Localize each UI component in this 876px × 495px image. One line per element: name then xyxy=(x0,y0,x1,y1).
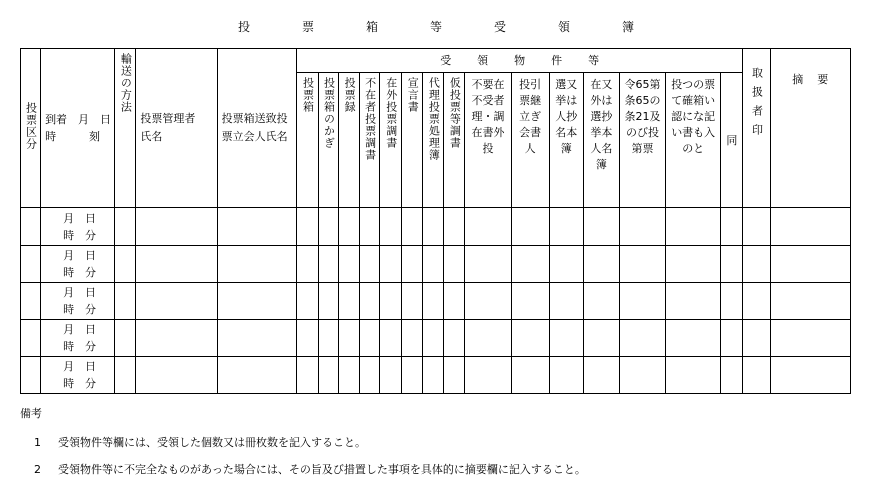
note-number: 2 xyxy=(34,463,41,476)
entry-cell[interactable] xyxy=(339,356,360,393)
arrival-datetime-cell[interactable] xyxy=(41,245,115,282)
entry-cell[interactable] xyxy=(511,208,549,245)
entry-cell[interactable] xyxy=(583,282,619,319)
entry-cell[interactable] xyxy=(423,208,444,245)
entry-cell[interactable] xyxy=(318,319,338,356)
entry-cell[interactable] xyxy=(21,208,41,245)
note-text: 受領物件等に不完全なものがあった場合には、その旨及び措置した事項を具体的に摘要欄に記入すること。 xyxy=(58,463,586,476)
entry-cell[interactable] xyxy=(339,319,360,356)
entry-cell[interactable] xyxy=(666,319,721,356)
register-body xyxy=(21,208,851,394)
entry-cell[interactable] xyxy=(380,245,402,282)
entry-cell[interactable] xyxy=(465,282,511,319)
entry-cell[interactable] xyxy=(465,319,511,356)
header-ballot-area: 投票区分 xyxy=(21,49,41,208)
entry-cell[interactable] xyxy=(360,245,380,282)
entry-cell[interactable] xyxy=(296,356,318,393)
arrival-datetime-cell[interactable] xyxy=(41,319,115,356)
entry-cell[interactable] xyxy=(136,319,217,356)
header-item-absentee-report: 不在者投票調書 xyxy=(360,73,380,208)
time-line: 時 分 xyxy=(63,265,97,279)
note-item xyxy=(34,461,860,477)
entry-cell[interactable] xyxy=(360,319,380,356)
entry-cell[interactable] xyxy=(296,319,318,356)
entry-cell[interactable] xyxy=(721,319,743,356)
entry-cell[interactable] xyxy=(136,245,217,282)
entry-cell[interactable] xyxy=(444,245,465,282)
table-row xyxy=(21,356,851,393)
entry-cell[interactable] xyxy=(721,245,743,282)
entry-cell[interactable] xyxy=(511,282,549,319)
header-remarks: 摘要 xyxy=(770,49,850,208)
entry-cell[interactable] xyxy=(296,208,318,245)
entry-cell[interactable] xyxy=(136,208,217,245)
entry-cell[interactable] xyxy=(217,208,296,245)
entry-cell[interactable] xyxy=(721,356,743,393)
entry-cell[interactable] xyxy=(402,282,423,319)
entry-cell[interactable] xyxy=(318,282,338,319)
entry-cell[interactable] xyxy=(444,282,465,319)
arrival-datetime-cell[interactable] xyxy=(41,208,115,245)
header-item-ballot-box: 投票箱 xyxy=(296,73,318,208)
entry-cell[interactable] xyxy=(465,208,511,245)
entry-cell[interactable] xyxy=(339,282,360,319)
header-item-unneeded-absentee: 不要在不受者理・調在書外投 xyxy=(465,73,511,208)
entry-cell[interactable] xyxy=(511,356,549,393)
entry-cell[interactable] xyxy=(318,208,338,245)
entry-cell[interactable] xyxy=(583,245,619,282)
notes-section xyxy=(20,405,860,488)
entry-cell[interactable] xyxy=(339,245,360,282)
date-line: 月 日 xyxy=(63,322,97,336)
entry-cell[interactable] xyxy=(770,245,850,282)
header-item-same: 同 xyxy=(721,73,743,208)
entry-cell[interactable] xyxy=(217,319,296,356)
entry-cell[interactable] xyxy=(743,319,770,356)
note-item xyxy=(34,434,860,450)
entry-cell[interactable] xyxy=(423,245,444,282)
header-handler-seal: 取扱者印 xyxy=(743,49,770,208)
entry-cell[interactable] xyxy=(511,245,549,282)
header-item-overseas-report: 在外投票調書 xyxy=(380,73,402,208)
entry-cell[interactable] xyxy=(619,282,665,319)
entry-cell[interactable] xyxy=(743,356,770,393)
header-transport: 輸送の方法 xyxy=(115,49,136,208)
entry-cell[interactable] xyxy=(721,282,743,319)
entry-cell[interactable] xyxy=(423,319,444,356)
receipt-register-table xyxy=(20,48,851,394)
entry-cell[interactable] xyxy=(318,245,338,282)
entry-cell[interactable] xyxy=(21,319,41,356)
entry-cell[interactable] xyxy=(380,282,402,319)
entry-cell[interactable] xyxy=(511,319,549,356)
date-line: 月 日 xyxy=(63,359,97,373)
page-title: 投 票 箱 等 受 領 簿 xyxy=(237,20,654,34)
entry-cell[interactable] xyxy=(666,356,721,393)
entry-cell[interactable] xyxy=(583,356,619,393)
entry-cell[interactable] xyxy=(583,208,619,245)
header-item-voter-register-extract: 選又挙は人抄名本簿 xyxy=(549,73,583,208)
entry-cell[interactable] xyxy=(402,245,423,282)
entry-cell[interactable] xyxy=(549,356,583,393)
entry-cell[interactable] xyxy=(380,208,402,245)
entry-cell[interactable] xyxy=(444,208,465,245)
entry-cell[interactable] xyxy=(21,245,41,282)
entry-cell[interactable] xyxy=(115,282,136,319)
entry-cell[interactable] xyxy=(115,245,136,282)
entry-cell[interactable] xyxy=(318,356,338,393)
entry-cell[interactable] xyxy=(619,245,665,282)
time-line: 時 分 xyxy=(63,376,97,390)
entry-cell[interactable] xyxy=(296,245,318,282)
date-line: 月 日 xyxy=(63,248,97,262)
entry-cell[interactable] xyxy=(743,245,770,282)
time-line: 時 分 xyxy=(63,228,97,242)
entry-cell[interactable] xyxy=(770,319,850,356)
entry-cell[interactable] xyxy=(21,356,41,393)
header-item-confirmation-record: 投つの票て確箱い認にな記い書も入のと xyxy=(666,73,721,208)
entry-cell[interactable] xyxy=(549,208,583,245)
header-manager: 投票管理者氏名 xyxy=(136,49,217,208)
table-row xyxy=(21,245,851,282)
header-item-ballot-box-key: 投票箱のかぎ xyxy=(318,73,338,208)
header-item-provisional-report: 仮投票等調書 xyxy=(444,73,465,208)
header-item-proxy-record: 代理投票処理簿 xyxy=(423,73,444,208)
entry-cell[interactable] xyxy=(360,282,380,319)
entry-cell[interactable] xyxy=(770,208,850,245)
entry-cell[interactable] xyxy=(666,245,721,282)
entry-cell[interactable] xyxy=(380,356,402,393)
entry-cell[interactable] xyxy=(444,319,465,356)
entry-cell[interactable] xyxy=(444,356,465,393)
entry-cell[interactable] xyxy=(217,245,296,282)
entry-cell[interactable] xyxy=(465,245,511,282)
date-line: 月 日 xyxy=(63,211,97,225)
entry-cell[interactable] xyxy=(619,319,665,356)
header-item-voting-record: 投票録 xyxy=(339,73,360,208)
entry-cell[interactable] xyxy=(770,282,850,319)
header-received-group: 受領物件等 xyxy=(296,49,743,73)
arrival-datetime-cell[interactable] xyxy=(41,282,115,319)
entry-cell[interactable] xyxy=(666,208,721,245)
header-row-1 xyxy=(21,49,851,73)
header-arrival-date: 到着 月 日 xyxy=(45,113,112,127)
entry-cell[interactable] xyxy=(402,208,423,245)
header-arrival-time: 時 刻 xyxy=(45,130,101,144)
entry-cell[interactable] xyxy=(619,208,665,245)
entry-cell[interactable] xyxy=(360,208,380,245)
entry-cell[interactable] xyxy=(465,356,511,393)
entry-cell[interactable] xyxy=(743,208,770,245)
arrival-datetime-cell[interactable] xyxy=(41,356,115,393)
entry-cell[interactable] xyxy=(619,356,665,393)
entry-cell[interactable] xyxy=(217,282,296,319)
entry-cell[interactable] xyxy=(360,356,380,393)
header-item-handover-witness: 投引票継立ぎ会書人 xyxy=(511,73,549,208)
entry-cell[interactable] xyxy=(583,319,619,356)
entry-cell[interactable] xyxy=(217,356,296,393)
table-row xyxy=(21,319,851,356)
entry-cell[interactable] xyxy=(115,356,136,393)
entry-cell[interactable] xyxy=(666,282,721,319)
entry-cell[interactable] xyxy=(423,356,444,393)
entry-cell[interactable] xyxy=(770,356,850,393)
entry-cell[interactable] xyxy=(136,282,217,319)
header-arrival-datetime xyxy=(41,49,115,208)
time-line: 時 分 xyxy=(63,302,97,316)
entry-cell[interactable] xyxy=(296,282,318,319)
note-number: 1 xyxy=(34,436,41,449)
entry-cell[interactable] xyxy=(743,282,770,319)
entry-cell[interactable] xyxy=(21,282,41,319)
header-escort: 投票箱送致投票立会人氏名 xyxy=(217,49,296,208)
entry-cell[interactable] xyxy=(549,319,583,356)
header-item-declaration: 宣言書 xyxy=(402,73,423,208)
entry-cell[interactable] xyxy=(402,319,423,356)
entry-cell[interactable] xyxy=(115,319,136,356)
entry-cell[interactable] xyxy=(721,208,743,245)
entry-cell[interactable] xyxy=(423,282,444,319)
entry-cell[interactable] xyxy=(339,208,360,245)
header-item-order-65-ballots: 令65第条65の条21及のび投第票 xyxy=(619,73,665,208)
entry-cell[interactable] xyxy=(549,245,583,282)
entry-cell[interactable] xyxy=(402,356,423,393)
header-item-overseas-register-extract: 在又外は選抄挙本人名簿 xyxy=(583,73,619,208)
table-row xyxy=(21,208,851,245)
entry-cell[interactable] xyxy=(136,356,217,393)
date-line: 月 日 xyxy=(63,285,97,299)
note-text: 受領物件等欄には、受領した個数又は冊枚数を記入すること。 xyxy=(58,436,366,449)
entry-cell[interactable] xyxy=(115,208,136,245)
entry-cell[interactable] xyxy=(380,319,402,356)
time-line: 時 分 xyxy=(63,339,97,353)
table-row xyxy=(21,282,851,319)
entry-cell[interactable] xyxy=(549,282,583,319)
notes-heading: 備考 xyxy=(20,407,42,420)
